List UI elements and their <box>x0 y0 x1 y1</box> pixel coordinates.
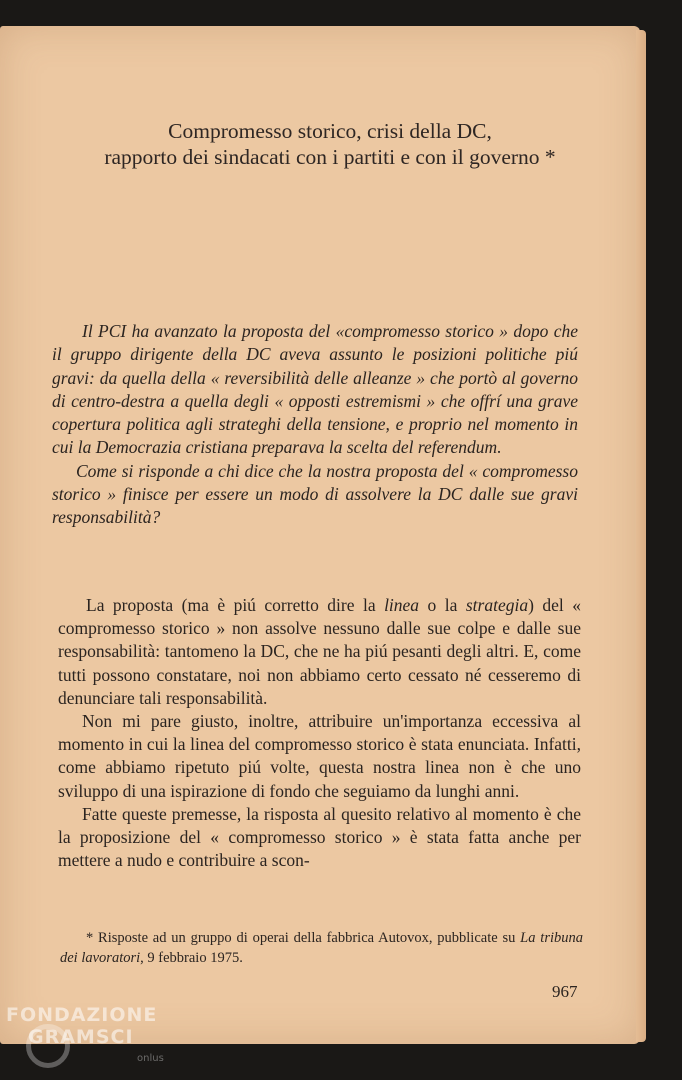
chapter-title-line-1: Compromesso storico, crisi della DC, <box>168 119 492 143</box>
book-page <box>0 26 640 1044</box>
footnote <box>60 928 583 968</box>
chapter-title <box>20 118 640 170</box>
watermark-onlus: onlus <box>137 1053 164 1064</box>
question-paragraph-2: Come si risponde a chi dice che la nostra proposta del « compromesso storico » finisce per essere un modo di assolvere la DC dalle sue gravi responsabilità? <box>52 460 578 528</box>
question-paragraph-1: Il PCI ha avanzato la proposta del «compromesso storico » dopo che il gruppo dirigente della DC aveva assunto le posizioni politiche piú gravi: da quella della « reversibilità delle alleanze » che portò al governo di centro-destra a quella degli « opposti estremismi » che offrí una grave copertura politica agli strateghi della tensione, e proprio nel momento in cui la Democrazia cristiana preparava la scelta del referendum. <box>52 321 578 458</box>
watermark-line-2: GRAMSCI <box>28 1026 134 1048</box>
watermark-line-1: FONDAZIONE <box>6 1004 158 1026</box>
answer-paragraph-2: Non mi pare giusto, inoltre, attribuire un'importanza eccessiva al momento in cui la linea del compromesso storico è stata enunciata. Infatti, come abbiamo ripetuto piú volte, questa nostra linea non è che uno sviluppo di una ispirazione di fondo che seguiamo da lunghi anni. <box>58 711 581 801</box>
answer-text: ) del « compromesso storico » non assolve nessuno dalle sue colpe e dalle sue responsabilità: tantomeno la DC, che ne ha piú pesanti degli altri. E, come tutti possono constatare, noi non abbiamo certo cessato né cesseremo di denunciare tali responsabilità. <box>58 595 581 708</box>
footnote-date: , 9 febbraio 1975. <box>140 950 243 966</box>
emphasis-strategia: strategia <box>465 595 529 615</box>
footnote-text: * Risposte ad un gruppo di operai della fabbrica Autovox, pubblicate su <box>86 930 521 946</box>
watermark-logo-ring-icon <box>26 1024 70 1068</box>
page-number: 967 <box>552 982 578 1001</box>
answer-paragraph-1 <box>58 594 581 710</box>
page-edge <box>636 30 646 1042</box>
chapter-title-line-2: rapporto dei sindacati con i partiti e con il governo * <box>104 145 556 169</box>
answer-text: La proposta (ma è piú corretto dire la <box>86 595 385 615</box>
answer-paragraph-3: Fatte queste premesse, la risposta al quesito relativo al momento è che la proposizione del « compromesso storico » è stata fatta anche per mettere a nudo e contribuire a scon- <box>58 803 581 871</box>
answer-text: o la <box>419 595 466 615</box>
emphasis-linea: linea <box>384 595 420 615</box>
footnote-publication: La tribuna dei lavoratori <box>60 930 583 966</box>
answer-block <box>58 594 581 872</box>
question-block <box>52 320 578 530</box>
